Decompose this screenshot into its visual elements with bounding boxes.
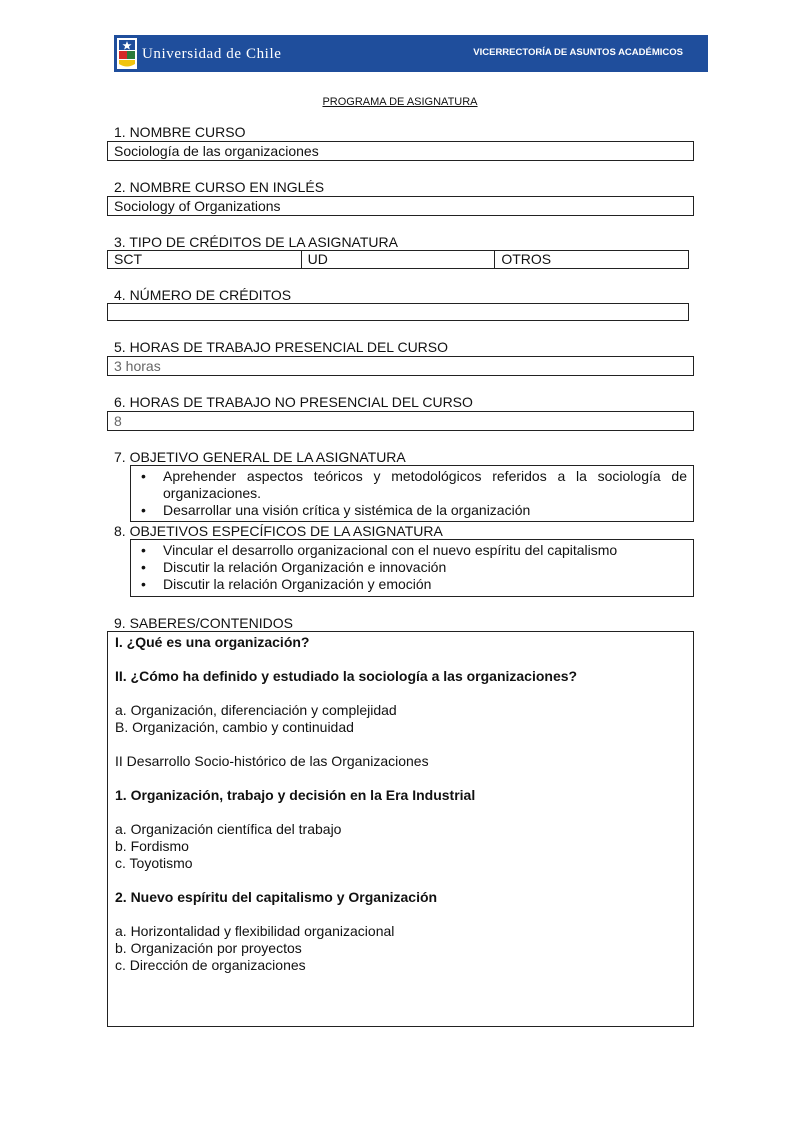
content-line: B. Organización, cambio y continuidad xyxy=(115,719,354,735)
content-line: a. Horizontalidad y flexibilidad organizacional xyxy=(115,923,395,939)
section-4-heading: 4. NÚMERO DE CRÉDITOS xyxy=(114,287,292,303)
document-title: PROGRAMA DE ASIGNATURA xyxy=(322,96,478,108)
course-name-english-field: Sociology of Organizations xyxy=(107,196,694,216)
section-5-heading: 5. HORAS DE TRABAJO PRESENCIAL DEL CURSO xyxy=(114,339,449,355)
content-line: b. Organización por proyectos xyxy=(115,940,302,956)
section-2-heading: 2. NOMBRE CURSO EN INGLÉS xyxy=(114,179,325,195)
general-objective-list xyxy=(131,466,693,520)
credit-type-sct: SCT xyxy=(108,251,302,268)
content-line: 2. Nuevo espíritu del capitalismo y Organización xyxy=(115,889,438,905)
content-line: a. Organización científica del trabajo xyxy=(115,821,342,837)
section-7-heading: 7. OBJETIVO GENERAL DE LA ASIGNATURA xyxy=(114,449,406,465)
content-line: c. Dirección de organizaciones xyxy=(115,957,306,973)
list-item: • Discutir la relación Organización e innovación xyxy=(141,559,687,576)
list-item: • Vincular el desarrollo organizacional con el nuevo espíritu del capitalismo xyxy=(141,542,687,559)
course-name-field: Sociología de las organizaciones xyxy=(107,141,694,161)
content-line: c. Toyotismo xyxy=(115,855,193,871)
general-objective-box xyxy=(130,465,694,522)
credit-type-otros: OTROS xyxy=(501,251,552,267)
credit-type-ud: UD xyxy=(302,251,496,268)
specific-objectives-box xyxy=(130,539,694,597)
content-line: I. ¿Qué es una organización? xyxy=(115,634,310,650)
list-item: • Aprehender aspectos teóricos y metodológicos referidos a la sociología de organizaciones. xyxy=(141,468,687,502)
section-8-heading: 8. OBJETIVOS ESPECÍFICOS DE LA ASIGNATURA xyxy=(114,523,443,539)
section-9-heading: 9. SABERES/CONTENIDOS xyxy=(114,615,293,631)
contents-box xyxy=(107,631,694,1027)
header-banner xyxy=(114,35,708,72)
university-crest-icon xyxy=(117,38,137,69)
section-1-heading: 1. NOMBRE CURSO xyxy=(114,124,246,140)
presential-hours-field: 3 horas xyxy=(107,356,694,376)
content-line: 1. Organización, trabajo y decisión en la Era Industrial xyxy=(115,787,476,803)
credit-number-field xyxy=(107,303,689,321)
content-line: II. ¿Cómo ha definido y estudiado la sociología a las organizaciones? xyxy=(115,668,578,684)
section-3-heading: 3. TIPO DE CRÉDITOS DE LA ASIGNATURA xyxy=(114,234,398,250)
content-line: b. Fordismo xyxy=(115,838,189,854)
list-item: • Discutir la relación Organización y emoción xyxy=(141,576,687,593)
list-item: • Desarrollar una visión crítica y sistémica de la organización xyxy=(141,502,687,519)
university-name: Universidad de Chile xyxy=(142,46,282,62)
section-6-heading: 6. HORAS DE TRABAJO NO PRESENCIAL DEL CURSO xyxy=(114,394,473,410)
specific-objectives-list xyxy=(131,540,693,594)
credit-type-table xyxy=(107,250,689,269)
vicerrectoria-label: VICERRECTORÍA DE ASUNTOS ACADÉMICOS xyxy=(473,47,683,58)
content-line: II Desarrollo Socio-histórico de las Organizaciones xyxy=(115,753,429,769)
content-line: a. Organización, diferenciación y complejidad xyxy=(115,702,397,718)
non-presential-hours-field: 8 xyxy=(107,411,694,431)
